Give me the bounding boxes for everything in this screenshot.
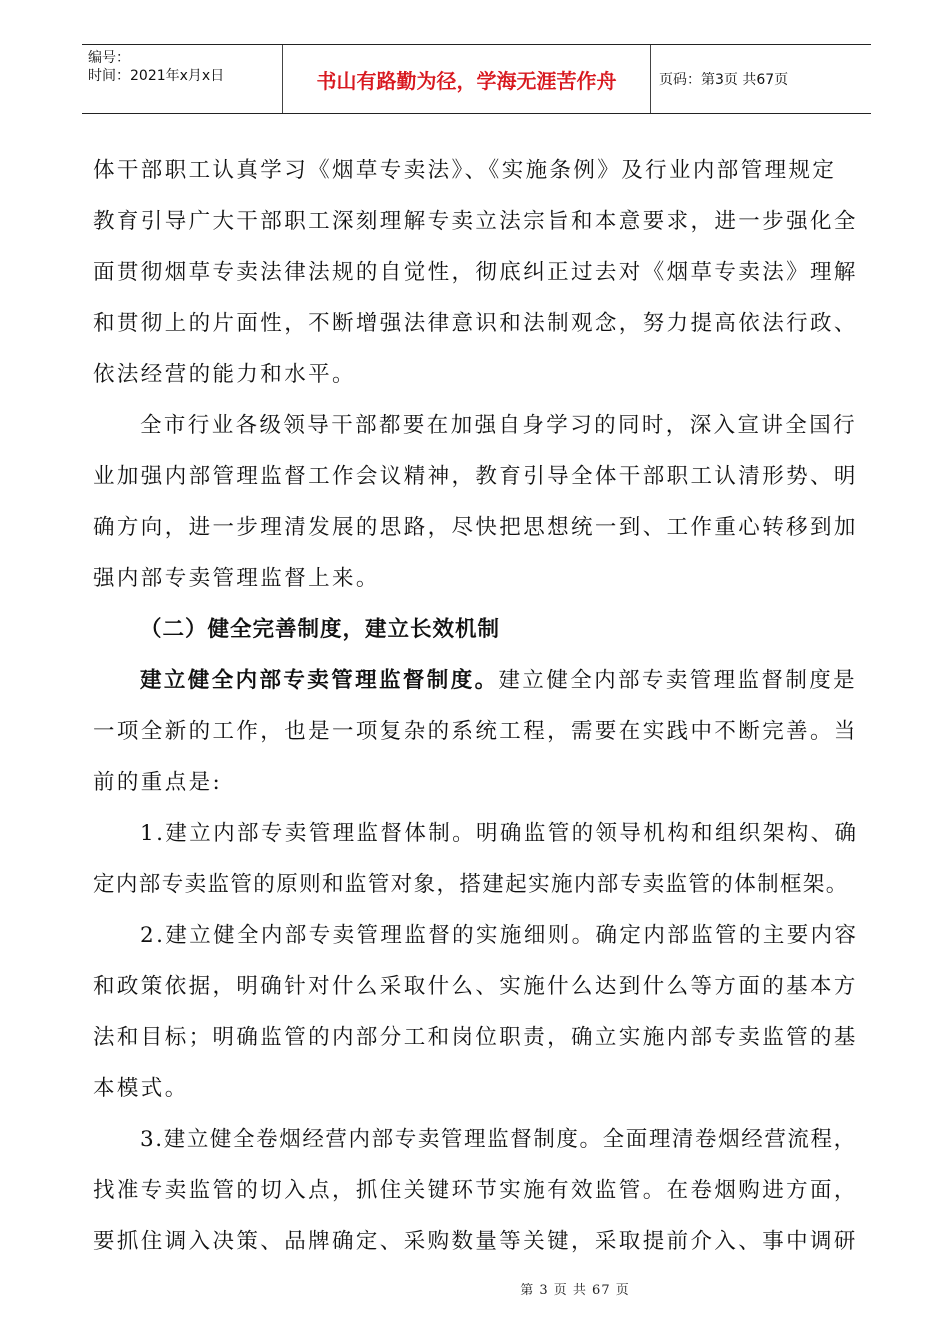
header-meta-cell	[82, 45, 283, 113]
paragraph-line: 前的重点是:	[93, 770, 223, 795]
lead-rest: 建立健全内部专卖管理监督制度是	[498, 668, 858, 693]
bold-lead: 建立健全内部专卖管理监督制度。	[140, 668, 499, 693]
list-item-line: 1.建立内部专卖管理监督体制。明确监管的领导机构和组织架构、确	[140, 821, 859, 846]
section-heading: （二）健全完善制度，建立长效机制	[140, 617, 501, 642]
paragraph-line: 全市行业各级领导干部都要在加强自身学习的同时，深入宣讲全国行	[140, 413, 858, 438]
page-footer	[0, 1279, 950, 1298]
list-item-line: 2.建立健全内部专卖管理监督的实施细则。确定内部监管的主要内容	[140, 923, 859, 948]
body-line: 依法经营的能力和水平。	[93, 362, 356, 387]
list-item-line: 要抓住调入决策、品牌确定、采购数量等关键，采取提前介入、事中调研	[93, 1229, 858, 1254]
footer-page-number: 第 3 页 共 67 页	[520, 1283, 630, 1298]
header-motto: 书山有路勤为径，学海无涯苦作舟	[283, 45, 651, 113]
time-label: 时间：2021年x月x日	[88, 68, 225, 84]
body-line: 教育引导广大干部职工深刻理解专卖立法宗旨和本意要求，进一步强化全	[93, 209, 858, 234]
header-page-code: 页码：第3页 共67页	[659, 72, 789, 88]
body-line: 体干部职工认真学习《烟草专卖法》、《实施条例》及行业内部管理规定	[93, 158, 837, 183]
paragraph-line	[93, 655, 863, 706]
paragraph-line: 一项全新的工作，也是一项复杂的系统工程，需要在实践中不断完善。当	[93, 719, 858, 744]
list-item-line: 找准专卖监管的切入点，抓住关键环节实施有效监管。在卷烟购进方面，	[93, 1178, 858, 1203]
document-body	[93, 145, 863, 1267]
list-item-line: 和政策依据，明确针对什么采取什么、实施什么达到什么等方面的基本方	[93, 974, 858, 999]
document-header	[82, 44, 871, 114]
paragraph-line: 确方向，进一步理清发展的思路，尽快把思想统一到、工作重心转移到加	[93, 515, 858, 540]
list-item-line: 本模式。	[93, 1076, 189, 1101]
paragraph-line: 强内部专卖管理监督上来。	[93, 566, 380, 591]
list-item-line: 法和目标；明确监管的内部分工和岗位职责，确立实施内部专卖监管的基	[93, 1025, 858, 1050]
paragraph-line: 业加强内部管理监督工作会议精神，教育引导全体干部职工认清形势、明	[93, 464, 858, 489]
doc-number-label: 编号：	[88, 50, 130, 66]
body-line: 和贯彻上的片面性，不断增强法律意识和法制观念，努力提高依法行政、	[93, 311, 858, 336]
list-item-line: 定内部专卖监管的原则和监管对象，搭建起实施内部专卖监管的体制框架。	[93, 872, 849, 897]
body-line: 面贯彻烟草专卖法律法规的自觉性，彻底纠正过去对《烟草专卖法》理解	[93, 260, 858, 285]
list-item-line: 3.建立健全卷烟经营内部专卖管理监督制度。全面理清卷烟经营流程，	[140, 1127, 857, 1152]
